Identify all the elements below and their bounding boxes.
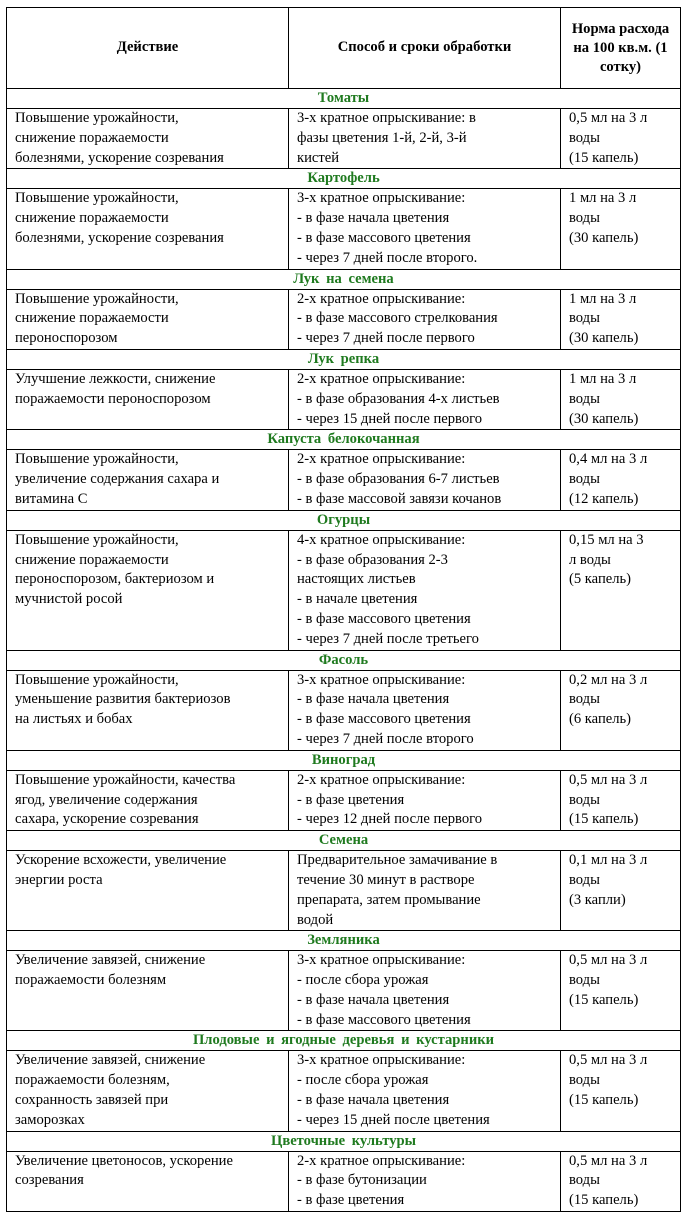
table-row <box>7 1151 681 1211</box>
method-line: - после сбора урожая <box>297 1072 429 1089</box>
action-line: Повышение урожайности, <box>15 290 179 307</box>
action-line: болезнями, ускорение созревания <box>15 149 224 166</box>
crop-name: Томаты <box>7 89 681 109</box>
method-line: - в фазе образования 6-7 листьев <box>297 471 500 488</box>
action-cell <box>7 851 289 931</box>
norm-line: воды <box>569 691 600 708</box>
header-norm: Норма расхода на 100 кв.м. (1 сотку) <box>561 8 681 89</box>
norm-cell <box>561 670 681 750</box>
method-cell <box>289 951 561 1031</box>
method-line: 2-х кратное опрыскивание: <box>297 370 466 387</box>
crop-name: Виноград <box>7 750 681 770</box>
norm-line: 0,4 мл на 3 л <box>569 451 648 468</box>
treatment-table <box>6 7 681 1212</box>
table-row <box>7 1051 681 1131</box>
method-line: 2-х кратное опрыскивание: <box>297 1152 466 1169</box>
action-line: снижение поражаемости <box>15 551 169 568</box>
norm-line: (30 капель) <box>569 330 639 347</box>
method-line: - в фазе начала цветения <box>297 1092 450 1109</box>
norm-line: (5 капель) <box>569 571 632 588</box>
crop-header-row <box>7 831 681 851</box>
method-line: фазы цветения 1-й, 2-й, 3-й <box>297 129 467 146</box>
action-line: витамина С <box>15 490 88 507</box>
method-line: препарата, затем промывание <box>297 891 481 908</box>
action-line: снижение поражаемости <box>15 210 169 227</box>
norm-cell <box>561 851 681 931</box>
norm-line: 0,5 мл на 3 л <box>569 771 648 788</box>
method-line: - в фазе массового цветения <box>297 1011 471 1028</box>
norm-line: 0,2 мл на 3 л <box>569 671 648 688</box>
method-cell <box>289 289 561 349</box>
method-line: - в фазе массового цветения <box>297 229 471 246</box>
crop-name: Фасоль <box>7 650 681 670</box>
norm-line: воды <box>569 210 600 227</box>
method-cell <box>289 670 561 750</box>
crop-name: Плодовые и ягодные деревья и кустарники <box>7 1031 681 1051</box>
method-cell <box>289 109 561 169</box>
norm-line: воды <box>569 129 600 146</box>
crop-name: Лук на семена <box>7 269 681 289</box>
header-row <box>7 8 681 89</box>
norm-line: воды <box>569 310 600 327</box>
crop-header-row <box>7 269 681 289</box>
action-line: пероноспорозом <box>15 330 118 347</box>
action-cell <box>7 1151 289 1211</box>
action-cell <box>7 1051 289 1131</box>
action-line: Увеличение завязей, снижение <box>15 1052 206 1069</box>
norm-cell <box>561 289 681 349</box>
crop-name: Лук репка <box>7 349 681 369</box>
action-cell <box>7 951 289 1031</box>
action-line: на листьях и бобах <box>15 711 133 728</box>
norm-cell <box>561 450 681 510</box>
crop-header-row <box>7 169 681 189</box>
action-cell <box>7 530 289 650</box>
norm-line: (15 капель) <box>569 991 639 1008</box>
table-row <box>7 450 681 510</box>
action-line: уменьшение развития бактериозов <box>15 691 231 708</box>
crop-header-row <box>7 931 681 951</box>
crop-header-row <box>7 510 681 530</box>
header-method: Способ и сроки обработки <box>289 8 561 89</box>
table-row <box>7 289 681 349</box>
method-line: - в фазе образования 4-х листьев <box>297 390 500 407</box>
norm-line: 1 мл на 3 л <box>569 190 637 207</box>
method-line: - через 15 дней после первого <box>297 410 483 427</box>
norm-cell <box>561 951 681 1031</box>
action-line: снижение поражаемости <box>15 310 169 327</box>
action-cell <box>7 450 289 510</box>
action-line: Ускорение всхожести, увеличение <box>15 852 227 869</box>
norm-line: (30 капель) <box>569 229 639 246</box>
action-line: мучнистой росой <box>15 591 123 608</box>
table-row <box>7 670 681 750</box>
crop-header-row <box>7 1131 681 1151</box>
method-cell <box>289 770 561 830</box>
action-line: Увеличение завязей, снижение <box>15 952 206 969</box>
table-row <box>7 951 681 1031</box>
crop-name: Семена <box>7 831 681 851</box>
norm-line: (6 капель) <box>569 711 632 728</box>
norm-line: воды <box>569 1072 600 1089</box>
method-line: - через 7 дней после второго <box>297 730 474 747</box>
norm-line: воды <box>569 390 600 407</box>
action-line: пероноспорозом, бактериозом и <box>15 571 215 588</box>
method-line: - в фазе бутонизации <box>297 1172 427 1189</box>
action-line: увеличение содержания сахара и <box>15 471 220 488</box>
action-line: Улучшение лежкости, снижение <box>15 370 216 387</box>
method-line: - через 12 дней после первого <box>297 811 483 828</box>
norm-line: (15 капель) <box>569 811 639 828</box>
table-row <box>7 189 681 269</box>
norm-line: (15 капель) <box>569 1092 639 1109</box>
norm-line: (30 капель) <box>569 410 639 427</box>
action-cell <box>7 289 289 349</box>
action-cell <box>7 670 289 750</box>
method-line: - в фазе цветения <box>297 791 405 808</box>
method-cell <box>289 851 561 931</box>
norm-cell <box>561 1151 681 1211</box>
crop-name: Земляника <box>7 931 681 951</box>
action-line: Повышение урожайности, качества <box>15 771 236 788</box>
norm-line: 0,5 мл на 3 л <box>569 1152 648 1169</box>
action-cell <box>7 189 289 269</box>
action-line: Повышение урожайности, <box>15 671 179 688</box>
norm-cell <box>561 189 681 269</box>
method-line: настоящих листьев <box>297 571 416 588</box>
action-line: снижение поражаемости <box>15 129 169 146</box>
method-line: 3-х кратное опрыскивание: <box>297 1052 466 1069</box>
method-line: 4-х кратное опрыскивание: <box>297 531 466 548</box>
action-cell <box>7 369 289 429</box>
norm-line: 1 мл на 3 л <box>569 290 637 307</box>
crop-name: Огурцы <box>7 510 681 530</box>
norm-line: воды <box>569 1172 600 1189</box>
norm-cell <box>561 770 681 830</box>
method-line: 2-х кратное опрыскивание: <box>297 290 466 307</box>
norm-line: (3 капли) <box>569 891 626 908</box>
action-line: Повышение урожайности, <box>15 110 179 126</box>
method-cell <box>289 450 561 510</box>
action-line: заморозках <box>15 1111 85 1128</box>
norm-line: л воды <box>569 551 611 568</box>
norm-cell <box>561 530 681 650</box>
norm-line: воды <box>569 791 600 808</box>
action-line: Повышение урожайности, <box>15 190 179 207</box>
action-cell <box>7 109 289 169</box>
action-line: сохранность завязей при <box>15 1092 169 1109</box>
method-line: Предварительное замачивание в <box>297 852 498 869</box>
crop-header-row <box>7 750 681 770</box>
method-line: 3-х кратное опрыскивание: <box>297 671 466 688</box>
action-line: Увеличение цветоносов, ускорение <box>15 1152 233 1169</box>
crop-name: Капуста белокочанная <box>7 430 681 450</box>
method-line: 2-х кратное опрыскивание: <box>297 771 466 788</box>
norm-line: 0,15 мл на 3 <box>569 531 644 548</box>
method-line: - через 15 дней после цветения <box>297 1111 490 1128</box>
method-line: - через 7 дней после третьего <box>297 630 479 647</box>
action-line: энергии роста <box>15 871 103 888</box>
crop-name: Цветочные культуры <box>7 1131 681 1151</box>
table-row <box>7 770 681 830</box>
table-row <box>7 369 681 429</box>
norm-cell <box>561 109 681 169</box>
norm-line: (15 капель) <box>569 1192 639 1209</box>
norm-cell <box>561 1051 681 1131</box>
method-cell <box>289 189 561 269</box>
action-line: сахара, ускорение созревания <box>15 811 199 828</box>
method-line: - в фазе образования 2-3 <box>297 551 448 568</box>
action-line: поражаемости болезням, <box>15 1072 170 1089</box>
norm-line: (12 капель) <box>569 490 639 507</box>
crop-name: Картофель <box>7 169 681 189</box>
method-line: водой <box>297 911 334 928</box>
method-line: - после сбора урожая <box>297 972 429 989</box>
document <box>6 7 680 1212</box>
method-line: 3-х кратное опрыскивание: <box>297 190 466 207</box>
method-line: 3-х кратное опрыскивание: <box>297 952 466 969</box>
action-line: ягод, увеличение содержания <box>15 791 198 808</box>
action-line: Повышение урожайности, <box>15 531 179 548</box>
norm-line: 0,5 мл на 3 л <box>569 110 648 126</box>
method-line: - в фазе цветения <box>297 1192 405 1209</box>
method-line: - в фазе массового цветения <box>297 711 471 728</box>
crop-header-row <box>7 430 681 450</box>
table-body <box>7 89 681 1212</box>
method-line: - в фазе массового цветения <box>297 610 471 627</box>
norm-line: воды <box>569 871 600 888</box>
action-line: Повышение урожайности, <box>15 451 179 468</box>
norm-line: (15 капель) <box>569 149 639 166</box>
action-line: поражаемости пероноспорозом <box>15 390 211 407</box>
table-row <box>7 530 681 650</box>
method-line: кистей <box>297 149 340 166</box>
method-line: - в фазе начала цветения <box>297 210 450 227</box>
crop-header-row <box>7 650 681 670</box>
method-line: 3-х кратное опрыскивание: в <box>297 110 476 126</box>
method-line: - через 7 дней после второго. <box>297 249 478 266</box>
header-action: Действие <box>7 8 289 89</box>
action-line: поражаемости болезням <box>15 972 167 989</box>
action-line: болезнями, ускорение созревания <box>15 229 224 246</box>
method-cell <box>289 1151 561 1211</box>
method-cell <box>289 369 561 429</box>
table-row <box>7 851 681 931</box>
method-cell <box>289 530 561 650</box>
method-line: - в фазе массовой завязи кочанов <box>297 490 502 507</box>
method-cell <box>289 1051 561 1131</box>
method-line: - в фазе начала цветения <box>297 991 450 1008</box>
method-line: течение 30 минут в растворе <box>297 871 475 888</box>
method-line: - через 7 дней после первого <box>297 330 475 347</box>
method-line: - в начале цветения <box>297 591 418 608</box>
norm-line: воды <box>569 972 600 989</box>
method-line: - в фазе массового стрелкования <box>297 310 498 327</box>
action-line: созревания <box>15 1172 84 1189</box>
crop-header-row <box>7 349 681 369</box>
norm-line: 0,1 мл на 3 л <box>569 852 648 869</box>
crop-header-row <box>7 1031 681 1051</box>
crop-header-row <box>7 89 681 109</box>
norm-cell <box>561 369 681 429</box>
norm-line: воды <box>569 471 600 488</box>
norm-line: 0,5 мл на 3 л <box>569 1052 648 1069</box>
action-cell <box>7 770 289 830</box>
method-line: 2-х кратное опрыскивание: <box>297 451 466 468</box>
method-line: - в фазе начала цветения <box>297 691 450 708</box>
norm-line: 0,5 мл на 3 л <box>569 952 648 969</box>
table-row <box>7 109 681 169</box>
norm-line: 1 мл на 3 л <box>569 370 637 387</box>
